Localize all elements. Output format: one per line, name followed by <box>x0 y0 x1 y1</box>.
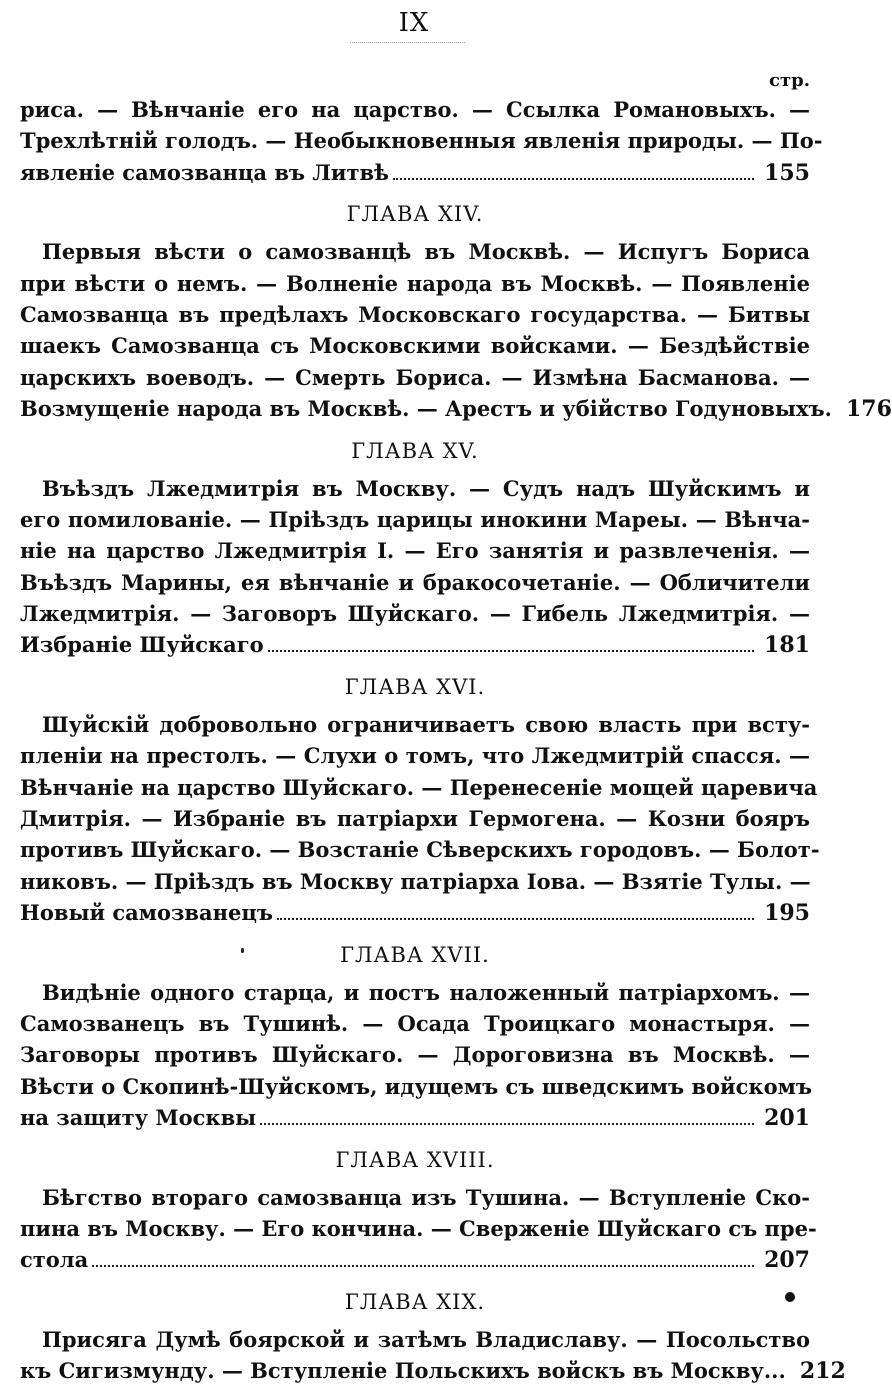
summary-line: Трехлѣтній голодъ. — Необыкновенныя явленія природы. — По- <box>20 128 823 154</box>
summary-last-line <box>20 629 810 660</box>
summary-last-line <box>20 393 892 424</box>
summary-text: Избраніе Шуйскаго <box>20 632 264 658</box>
summary-line: Въѣздъ Марины, ея вѣнчаніе и бракосочетаніе. — Обличители <box>20 569 810 595</box>
summary-line: Вѣсти о Скопинѣ-Шуйскомъ, идущемъ съ шведскимъ войскомъ <box>20 1073 812 1099</box>
page-reference: 155 <box>764 159 810 186</box>
page-number: IX <box>398 8 430 38</box>
page-column-label: стр. <box>769 70 810 91</box>
summary-line: Видѣніе одного старца, и постъ наложенный патріархомъ. — <box>42 979 810 1005</box>
summary-text: Возмущеніе народа въ Москвѣ. — Арестъ и убійство Годуновыхъ. <box>20 396 832 422</box>
summary-line: пина въ Москву. — Его кончина. — Сверженіе Шуйскаго съ пре- <box>20 1215 817 1241</box>
chapter-title: ГЛАВА XVIII. <box>335 1147 495 1172</box>
summary-line: царскихъ воеводъ. — Смерть Бориса. — Измѣна Басманова. — <box>20 364 810 390</box>
page-reference: 181 <box>764 632 810 659</box>
dot-leader <box>260 1105 754 1125</box>
summary-line: Первыя вѣсти о самозванцѣ въ Москвѣ. — Испугъ Бориса <box>42 239 810 265</box>
dot-leader <box>268 632 754 652</box>
summary-line: никовъ. — Пріѣздъ въ Москву патріарха Іова. — Взятіе Тулы. — <box>20 868 811 894</box>
summary-line: риса. — Вѣнчаніе его на царство. — Ссылка Романовыхъ. — <box>20 97 810 122</box>
summary-last-line <box>20 1244 810 1275</box>
summary-line: при вѣсти о немъ. — Волненіе народа въ Москвѣ. — Появленіе <box>20 270 810 296</box>
summary-line: Въѣздъ Лжедмитрія въ Москву. — Судъ надъ Шуйскимъ и <box>42 475 810 501</box>
summary-last-line <box>20 1355 846 1386</box>
table-of-contents <box>20 94 892 1387</box>
summary-text: на защиту Москвы <box>20 1105 257 1131</box>
dot-leader <box>92 1247 754 1267</box>
page-reference: 176 <box>845 396 892 423</box>
chapter-title: ГЛАВА XIX. <box>344 1289 486 1314</box>
ink-blot <box>785 1292 795 1302</box>
summary-line: шаекъ Самозванца съ Московскими войсками. — Бездѣйствіе <box>20 333 810 359</box>
summary-line: ніе на царство Лжедмитрія I. — Его занятія и развлеченія. — <box>20 538 810 564</box>
print-speck <box>241 948 244 953</box>
summary-line: пленіи на престолъ. — Слухи о томъ, что Лжедмитрій спасся. — <box>20 743 810 769</box>
summary-line: Самозванца въ предѣлахъ Московскаго государства. — Битвы <box>20 301 810 327</box>
summary-line: противъ Шуйскаго. — Возстаніе Сѣверскихъ городовъ. — Болот- <box>20 837 820 863</box>
chapter-title: ГЛАВА XVII. <box>340 942 490 967</box>
summary-text: стола <box>20 1247 89 1273</box>
summary-text: къ Сигизмунду. — Вступленіе Польскихъ войскъ въ Москву... <box>20 1358 786 1384</box>
summary-line: Присяга Думѣ боярской и затѣмъ Владиславу. — Посольство <box>42 1326 810 1352</box>
dot-leader <box>393 160 754 180</box>
summary-line: Бѣгство втораго самозванца изъ Тушина. — Вступленіе Ско- <box>42 1184 810 1210</box>
summary-line: Шуйскій добровольно ограничиваетъ свою власть при всту- <box>42 711 810 737</box>
chapter-title: ГЛАВА XIV. <box>346 202 484 227</box>
chapter-title: ГЛАВА XV. <box>351 438 479 463</box>
summary-line: Вѣнчаніе на царство Шуйскаго. — Перенесеніе мощей царевича <box>20 774 818 800</box>
summary-text: явленіе самозванца въ Литвѣ <box>20 159 389 185</box>
header-rule <box>350 42 465 43</box>
summary-line: Заговоры противъ Шуйскаго. — Дороговизна въ Москвѣ. — <box>20 1042 810 1068</box>
summary-line: его помилованіе. — Пріѣздъ царицы инокини Мареы. — Вѣнча- <box>20 506 810 532</box>
summary-line: Лжедмитрія. — Заговоръ Шуйскаго. — Гибель Лжедмитрія. — <box>20 601 810 627</box>
chapter-title: ГЛАВА XVI. <box>344 674 486 699</box>
dot-leader <box>277 900 754 920</box>
summary-last-line <box>20 897 810 928</box>
page-reference: 201 <box>764 1105 810 1132</box>
summary-line: Дмитрія. — Избраніе въ патріархи Гермогена. — Козни бояръ <box>20 806 810 832</box>
summary-line: Самозванецъ въ Тушинѣ. — Осада Троицкаго монастыря. — <box>20 1010 810 1036</box>
page-reference: 195 <box>764 900 810 927</box>
page-reference: 212 <box>799 1358 846 1385</box>
summary-last-line <box>20 157 810 188</box>
summary-last-line <box>20 1102 810 1133</box>
page-reference: 207 <box>764 1247 810 1274</box>
summary-text: Новый самозванецъ <box>20 900 273 926</box>
